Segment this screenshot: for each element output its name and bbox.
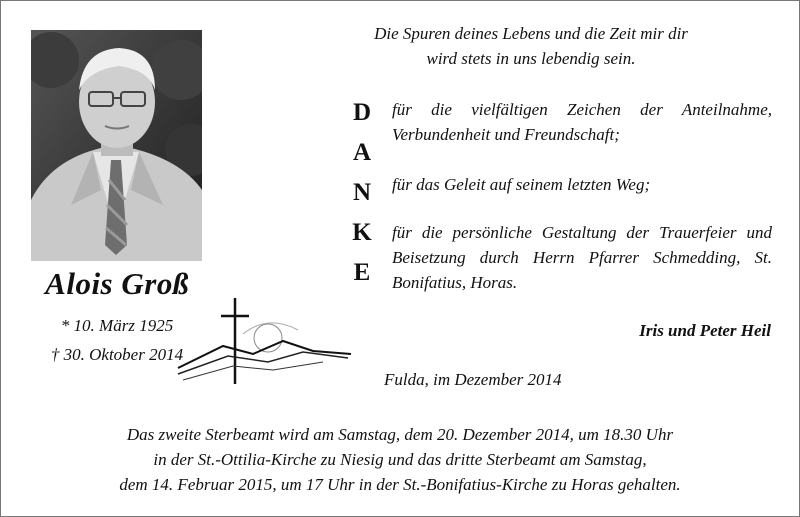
danke-letter-d: D [352, 99, 372, 126]
portrait-illustration [31, 30, 202, 261]
memorial-quote [301, 21, 761, 71]
thanks-item-1: für die vielfältigen Zeichen der Anteilnahme, Verbundenheit und Freundschaft; [392, 100, 772, 144]
quote-line-2: wird stets in uns lebendig sein. [426, 49, 636, 68]
danke-letter-k: K [352, 219, 372, 246]
quote-line-1: Die Spuren deines Lebens und die Zeit mir dir [374, 24, 688, 43]
danke-letter-a: A [352, 139, 372, 166]
cross-mountain-motif [173, 296, 353, 386]
place-date: Fulda, im Dezember 2014 [384, 370, 562, 389]
signature: Iris und Peter Heil [639, 321, 771, 340]
notice-line-1: Das zweite Sterbeamt wird am Samstag, dem 20. Dezember 2014, um 18.30 Uhr [126, 425, 674, 444]
thanks-item-3: für die persönliche Gestaltung der Trauerfeier und Beisetzung durch Herrn Pfarrer Schmedding, St. Bonifatius, Horas. [392, 223, 772, 292]
danke-vertical [347, 93, 377, 293]
deceased-name: Alois Groß [45, 266, 189, 301]
mass-notice [21, 422, 779, 497]
birth-date: * 10. März 1925 [60, 316, 174, 335]
portrait-photo [31, 30, 202, 261]
danke-letter-n: N [352, 179, 372, 206]
notice-line-2: in der St.-Ottilia-Kirche zu Niesig und das dritte Sterbeamt am Samstag, [153, 450, 647, 469]
death-date: † 30. Oktober 2014 [50, 345, 184, 364]
thanks-item-2: für das Geleit auf seinem letzten Weg; [392, 175, 651, 194]
danke-letter-e: E [353, 259, 371, 286]
notice-line-3: dem 14. Februar 2015, um 17 Uhr in der St.-Bonifatius-Kirche zu Horas gehalten. [119, 475, 681, 494]
